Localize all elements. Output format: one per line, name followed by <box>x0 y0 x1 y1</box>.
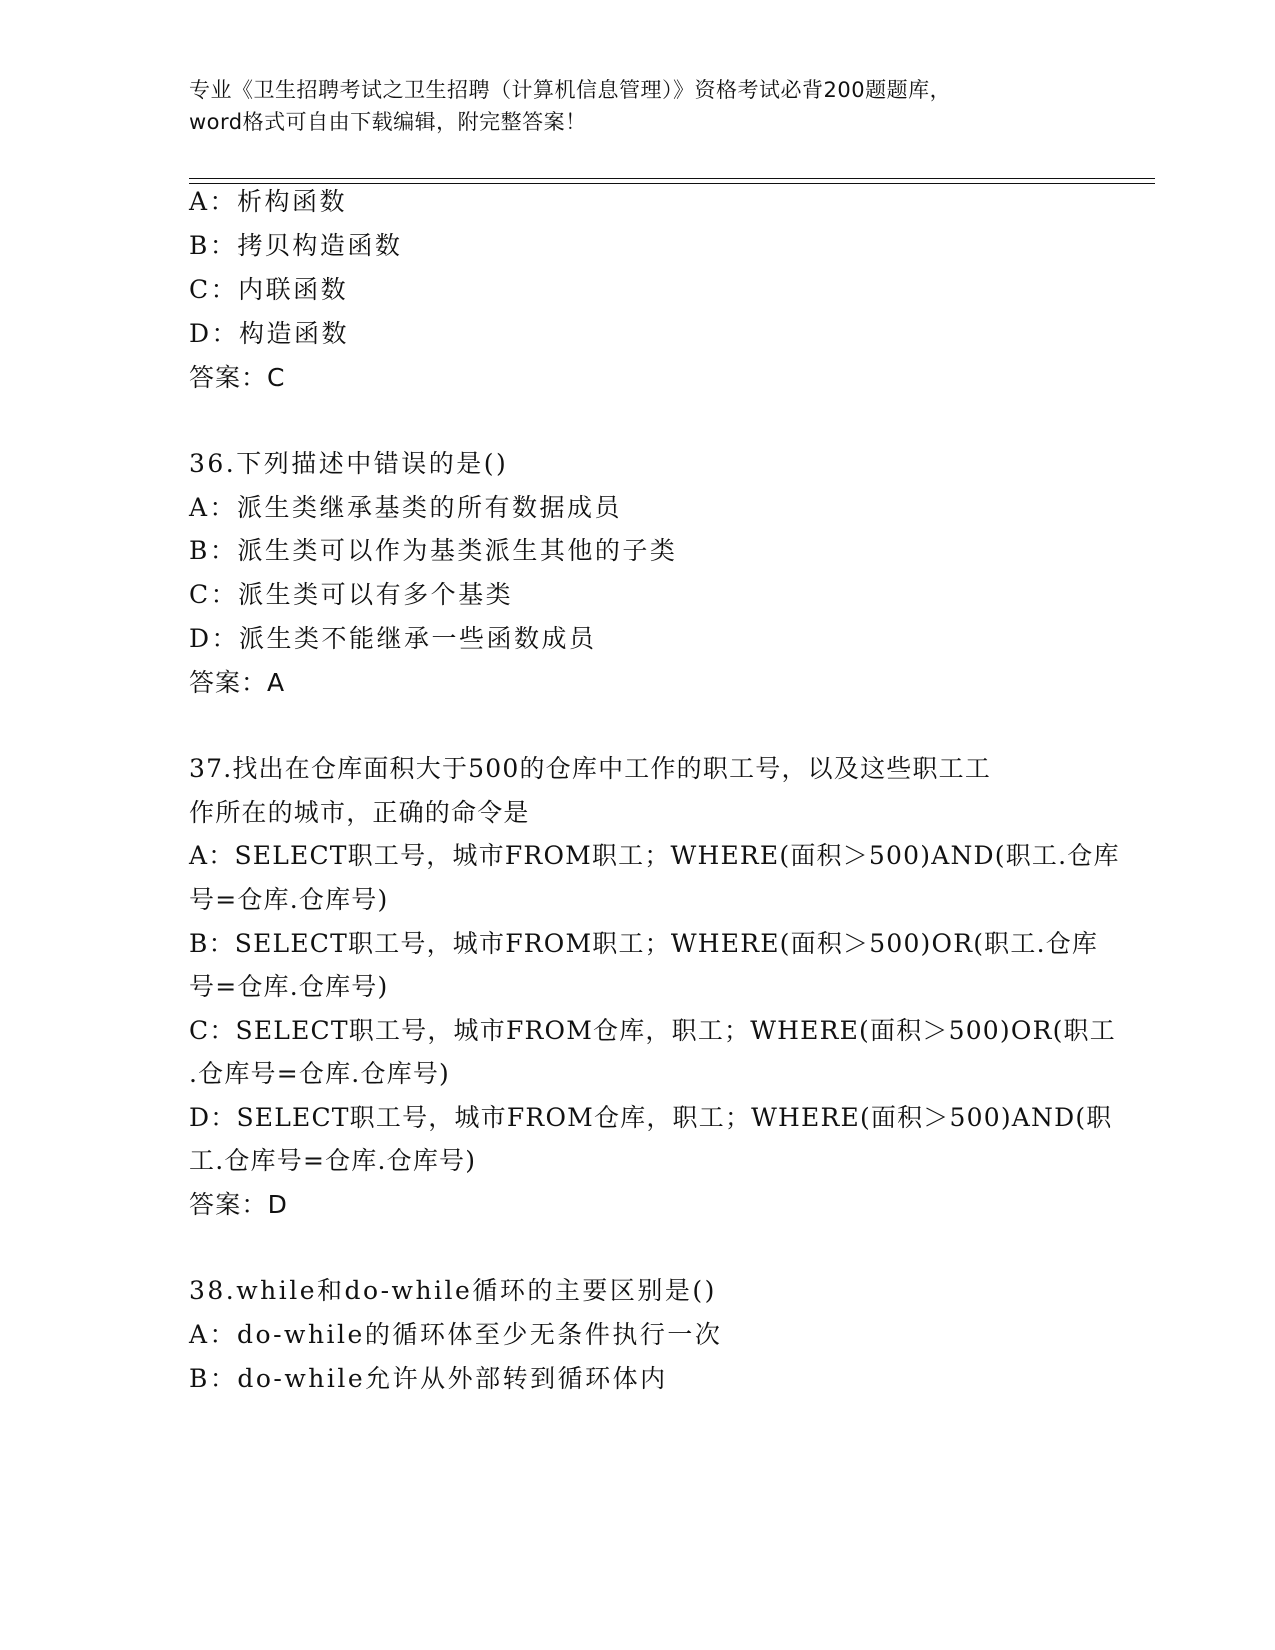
q35-option-b: B：拷贝构造函数 <box>189 231 403 260</box>
q35-option-c: C：内联函数 <box>189 275 349 304</box>
q35-answer: 答案：C <box>189 363 286 392</box>
q38-option-a: A：do-while的循环体至少无条件执行一次 <box>189 1320 723 1349</box>
header-title-line-1: 专业《卫生招聘考试之卫生招聘（计算机信息管理）》资格考试必背200题题库， <box>189 78 952 102</box>
q37-option-d-line-1: D：SELECT职工号，城市FROM仓库，职工；WHERE(面积＞500)AND(职 <box>189 1103 1113 1132</box>
q37-option-a-line-1: A：SELECT职工号，城市FROM职工；WHERE(面积＞500)AND(职工.仓库 <box>189 841 1120 870</box>
document-header <box>189 74 1089 138</box>
q36-question: 36.下列描述中错误的是() <box>189 449 509 478</box>
q37-option-d-line-2: 工.仓库号=仓库.仓库号) <box>189 1146 477 1175</box>
header-title-line-2: word格式可自由下载编辑，附完整答案！ <box>189 110 587 134</box>
q37-question-line-1: 37.找出在仓库面积大于500的仓库中工作的职工号，以及这些职工工 <box>189 754 992 783</box>
q38-question: 38.while和do-while循环的主要区别是() <box>189 1276 717 1305</box>
header-divider-top <box>189 178 1155 179</box>
q37-option-b-line-2: 号=仓库.仓库号) <box>189 972 389 1001</box>
q37-question-line-2: 作所在的城市，正确的命令是 <box>189 798 530 827</box>
q36-option-a: A：派生类继承基类的所有数据成员 <box>189 493 623 522</box>
q35-option-d: D：构造函数 <box>189 319 350 348</box>
q37-option-c-line-2: .仓库号=仓库.仓库号) <box>189 1059 450 1088</box>
header-divider-bottom <box>189 183 1155 184</box>
q36-option-b: B：派生类可以作为基类派生其他的子类 <box>189 536 678 565</box>
q37-option-c-line-1: C：SELECT职工号，城市FROM仓库，职工；WHERE(面积＞500)OR(职工 <box>189 1016 1116 1045</box>
q36-option-d: D：派生类不能继承一些函数成员 <box>189 624 597 653</box>
q37-answer: 答案：D <box>189 1190 289 1219</box>
q37-option-a-line-2: 号=仓库.仓库号) <box>189 885 389 914</box>
q37-option-b-line-1: B：SELECT职工号，城市FROM职工；WHERE(面积＞500)OR(职工.仓库 <box>189 929 1099 958</box>
q36-answer: 答案：A <box>189 668 286 697</box>
q35-option-a: A：析构函数 <box>189 187 348 216</box>
q38-option-b: B：do-while允许从外部转到循环体内 <box>189 1364 668 1393</box>
q36-option-c: C：派生类可以有多个基类 <box>189 580 514 609</box>
